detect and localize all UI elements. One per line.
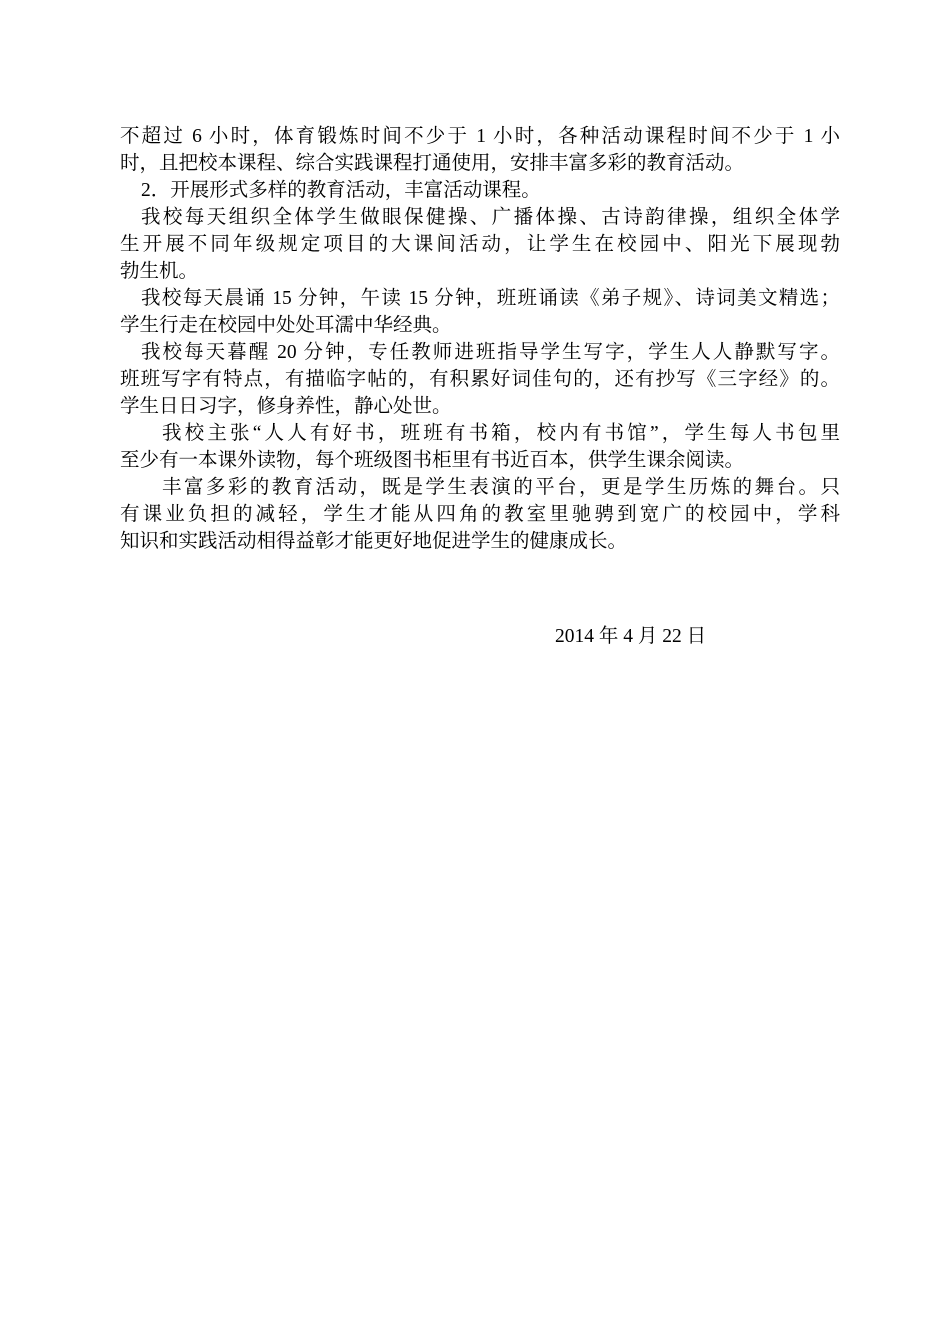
paragraph-1-line-1: 不超过 6 小时，体育锻炼时间不少于 1 小时，各种活动课程时间不少于 1 小 — [120, 126, 840, 147]
document-date: 2014 年 4 月 22 日 — [555, 626, 707, 647]
paragraph-4-line-2: 学生行走在校园中处处耳濡中华经典。 — [120, 315, 452, 336]
paragraph-5-line-2: 班班写字有特点，有描临字帖的，有积累好词佳句的，还有抄写《三字经》的。 — [120, 369, 840, 390]
paragraph-6-line-2: 至少有一本课外读物，每个班级图书柜里有书近百本，供学生课余阅读。 — [120, 450, 745, 471]
paragraph-7-line-2: 有课业负担的减轻，学生才能从四角的教室里驰骋到宽广的校园中，学科 — [120, 504, 840, 525]
paragraph-5-line-3: 学生日日习字，修身养性，静心处世。 — [120, 396, 452, 417]
paragraph-7-line-3: 知识和实践活动相得益彰才能更好地促进学生的健康成长。 — [120, 531, 628, 552]
paragraph-3-line-2: 生开展不同年级规定项目的大课间活动，让学生在校园中、阳光下展现勃 — [120, 234, 840, 255]
paragraph-4-line-1: 我校每天晨诵 15 分钟，午读 15 分钟，班班诵读《弟子规》、诗词美文精选； — [141, 288, 840, 309]
paragraph-5-line-1: 我校每天暮醒 20 分钟，专任教师进班指导学生写字，学生人人静默写字。 — [141, 342, 840, 363]
paragraph-7-line-1: 丰富多彩的教育活动，既是学生表演的平台，更是学生历炼的舞台。只 — [162, 477, 840, 498]
paragraph-3-line-3: 勃生机。 — [120, 261, 199, 282]
paragraph-3-line-1: 我校每天组织全体学生做眼保健操、广播体操、古诗韵律操，组织全体学 — [141, 207, 840, 228]
section-heading-2: 2．开展形式多样的教育活动，丰富活动课程。 — [141, 180, 541, 201]
document-body — [120, 123, 840, 555]
paragraph-6-line-1: 我校主张“人人有好书，班班有书箱，校内有书馆”，学生每人书包里 — [162, 423, 840, 444]
paragraph-1-line-2: 时，且把校本课程、综合实践课程打通使用，安排丰富多彩的教育活动。 — [120, 153, 745, 174]
